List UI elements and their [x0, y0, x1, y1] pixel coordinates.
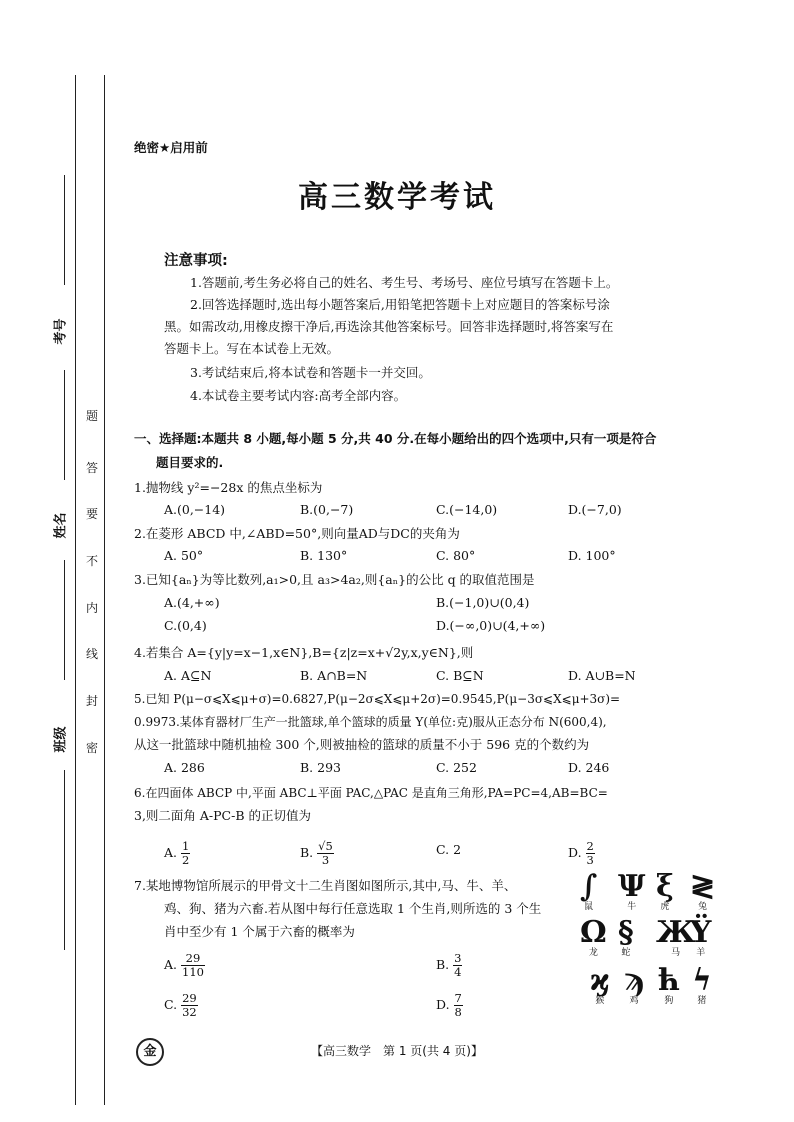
- question-1-option-a: A.(0,−14): [164, 502, 226, 517]
- note-item: 4.本试卷主要考试内容:高考全部内容。: [190, 388, 407, 403]
- question-7-option-b: B. $\frac{3}{4}$: [436, 951, 462, 979]
- exam-id-label: 考号: [53, 318, 69, 345]
- name-label: 姓名: [53, 512, 69, 539]
- question-7-option-c: C. $\frac{29}{32}$: [164, 991, 197, 1019]
- section-heading: 一、选择题:本题共 8 小题,每小题 5 分,共 40 分.在每小题给出的四个选项中,只有一项是符合: [134, 431, 657, 446]
- question-5-line-2: 0.9973.某体育器材厂生产一批篮球,单个篮球的质量 Y(单位:克)服从正态分布 N(600,4),: [134, 715, 607, 729]
- question-6-option-d: D. $\frac{2}{3}$: [568, 839, 594, 867]
- question-2-option-b: B. 130°: [300, 548, 348, 563]
- question-1-stem: 1.抛物线 y²=−28x 的焦点坐标为: [134, 480, 323, 495]
- question-6-line-2: 3,则二面角 A-PC-B 的正切值为: [134, 808, 312, 823]
- question-1-option-b: B.(0,−7): [300, 502, 354, 517]
- note-item: 2.回答选择题时,选出每小题答案后,用铅笔把答题卡上对应题目的答案标号涂: [190, 297, 610, 312]
- zodiac-figure: [580, 869, 720, 1017]
- zodiac-tiger-glyph: ξ 虎: [656, 869, 674, 912]
- fraction: $\frac{1}{2}$: [182, 839, 190, 867]
- question-4-stem: 4.若集合 A={y|y=x−1,x∈N},B={z|z=x+√2y,x,y∈N},则: [134, 645, 474, 660]
- fraction: $\frac{3}{4}$: [454, 951, 462, 979]
- zodiac-rat-glyph: ∫ 鼠: [580, 869, 598, 912]
- seal-char: 题: [85, 409, 98, 423]
- zodiac-monkey-glyph: ϗ 猴: [590, 963, 610, 1006]
- question-7-option-d: D. $\frac{7}{8}$: [436, 991, 462, 1019]
- note-item: 答题卡上。写在本试卷上无效。: [164, 341, 340, 356]
- fraction: $\frac{2}{3}$: [586, 839, 594, 867]
- seal-char: 封: [85, 694, 98, 708]
- question-2-option-c: C. 80°: [436, 548, 476, 563]
- margin-line-inner: [104, 75, 105, 1105]
- seal-char: 答: [85, 461, 98, 475]
- page-footer: 【高三数学 第 1 页(共 4 页)】: [311, 1044, 483, 1058]
- question-4-option-c: C. B⊆N: [436, 668, 484, 683]
- fraction: $\frac{29}{32}$: [182, 991, 197, 1019]
- question-3-option-a: A.(4,+∞): [164, 595, 220, 610]
- fraction: $\frac{√5}{3}$: [318, 839, 333, 867]
- question-2-option-d: D. 100°: [568, 548, 616, 563]
- class-label: 班级: [53, 726, 69, 753]
- seal-char: 内: [85, 601, 98, 615]
- zodiac-pig-glyph: ϟ 猪: [692, 963, 712, 1006]
- question-7-line-2: 鸡、狗、猪为六畜.若从图中每行任意选取 1 个生肖,则所选的 3 个生: [164, 901, 542, 916]
- zodiac-rooster-glyph: ϡ 鸡: [624, 963, 645, 1006]
- question-3-option-d: D.(−∞,0)∪(4,+∞): [436, 618, 546, 633]
- question-3-option-b: B.(−1,0)∪(0,4): [436, 595, 530, 610]
- zodiac-sheep-glyph: Ϋ 羊: [690, 915, 712, 958]
- question-3-option-c: C.(0,4): [164, 618, 207, 633]
- zodiac-dragon-glyph: Ω 龙: [580, 915, 607, 958]
- question-7-option-a: A. $\frac{29}{110}$: [164, 951, 204, 979]
- question-4-option-a: A. A⊆N: [164, 668, 212, 683]
- margin-line-outer: [75, 75, 76, 1105]
- seal-char: 线: [85, 647, 98, 661]
- zodiac-rabbit-glyph: ≷ 兔: [690, 869, 716, 912]
- zodiac-snake-glyph: § 蛇: [618, 915, 634, 958]
- note-item: 黑。如需改动,用橡皮擦干净后,再选涂其他答案标号。回答非选择题时,将答案写在: [164, 319, 614, 334]
- question-2-option-a: A. 50°: [164, 548, 204, 563]
- notes-title: 注意事项:: [164, 253, 228, 269]
- page-title: 高三数学考试: [298, 180, 496, 215]
- question-6-line-1: 6.在四面体 ABCP 中,平面 ABC⊥平面 PAC,△PAC 是直角三角形,PA=PC=4,AB=BC=: [134, 786, 608, 800]
- question-7-line-1: 7.某地博物馆所展示的甲骨文十二生肖图如图所示,其中,马、牛、羊、: [134, 878, 517, 893]
- seal-char: 要: [85, 507, 98, 521]
- name-underline: [64, 370, 65, 480]
- section-heading-cont: 题目要求的.: [156, 455, 224, 470]
- question-3-stem: 3.已知{aₙ}为等比数列,a₁>0,且 a₃>4a₂,则{aₙ}的公比 q 的取值范围是: [134, 572, 535, 587]
- question-5-option-b: B. 293: [300, 760, 341, 775]
- fraction: $\frac{29}{110}$: [182, 951, 204, 979]
- zodiac-ox-glyph: Ψ 牛: [618, 869, 646, 912]
- seal-char: 不: [85, 554, 98, 568]
- question-6-option-a: A. $\frac{1}{2}$: [164, 839, 190, 867]
- question-5-option-c: C. 252: [436, 760, 477, 775]
- question-4-option-b: B. A∩B=N: [300, 668, 368, 683]
- seal-char: 密: [85, 741, 98, 755]
- confidential-label: 绝密★启用前: [134, 140, 208, 155]
- note-item: 1.答题前,考生务必将自己的姓名、考生号、考场号、座位号填写在答题卡上。: [190, 275, 619, 290]
- question-6-option-b: B. $\frac{√5}{3}$: [300, 839, 333, 867]
- publisher-logo-icon: 金: [136, 1038, 164, 1066]
- question-5-line-3: 从这一批篮球中随机抽检 300 个,则被抽检的篮球的质量不小于 596 克的个数约为: [134, 737, 590, 752]
- question-4-option-d: D. A∪B=N: [568, 668, 636, 683]
- question-5-option-a: A. 286: [164, 760, 205, 775]
- question-5-option-d: D. 246: [568, 760, 610, 775]
- question-7-line-3: 肖中至少有 1 个属于六畜的概率为: [164, 924, 355, 939]
- extra-underline: [64, 770, 65, 950]
- question-1-option-c: C.(−14,0): [436, 502, 498, 517]
- question-5-line-1: 5.已知 P(μ−σ⩽X⩽μ+σ)=0.6827,P(μ−2σ⩽X⩽μ+2σ)=0.9545,P(μ−3σ⩽X⩽μ+3σ)=: [134, 692, 621, 706]
- question-6-option-c: C. 2: [436, 842, 462, 857]
- class-underline: [64, 560, 65, 680]
- question-2-stem: 2.在菱形 ABCD 中,∠ABD=50°,则向量AD与DC的夹角为: [134, 526, 460, 541]
- question-1-option-d: D.(−7,0): [568, 502, 622, 517]
- zodiac-dog-glyph: ћ 狗: [658, 963, 680, 1006]
- note-item: 3.考试结束后,将本试卷和答题卡一并交回。: [190, 365, 431, 380]
- zodiac-horse-glyph: Ж 马: [656, 915, 696, 958]
- fraction: $\frac{7}{8}$: [454, 991, 462, 1019]
